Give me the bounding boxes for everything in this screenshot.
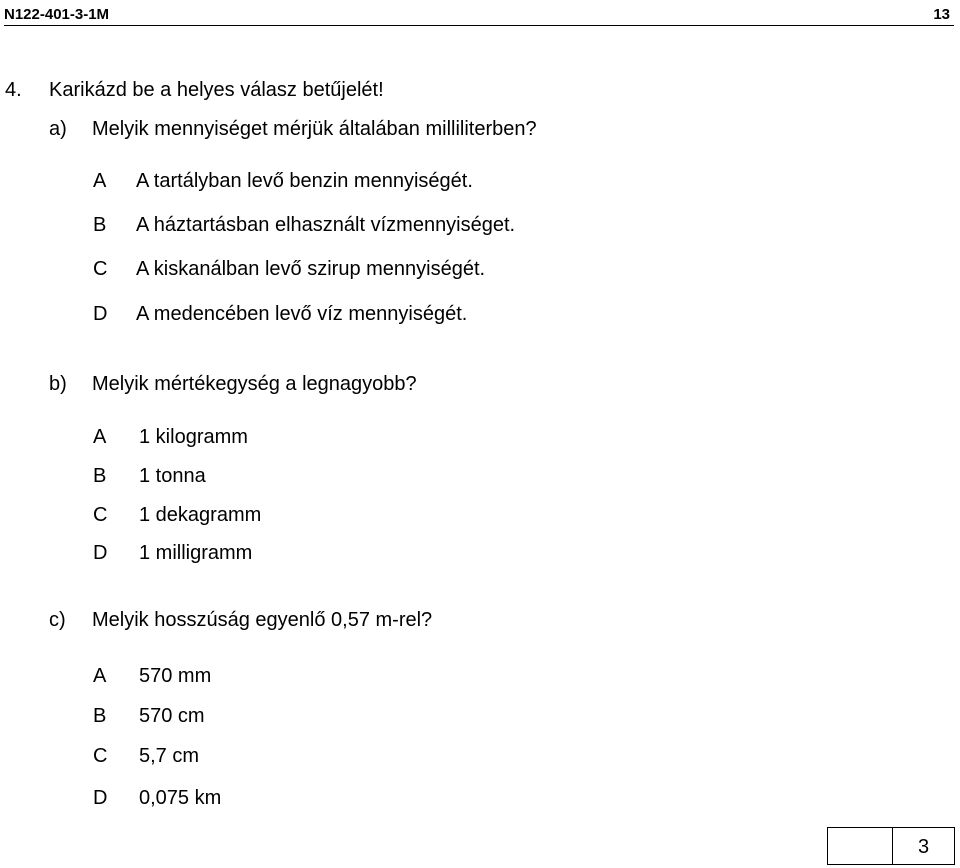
option-letter[interactable]: C [93, 504, 108, 526]
option-letter[interactable]: A [93, 426, 107, 448]
option-letter[interactable]: B [93, 705, 107, 727]
part-a-label: a) [49, 118, 67, 140]
part-b-label: b) [49, 373, 67, 395]
option-letter[interactable]: D [93, 542, 108, 564]
option-text: A háztartásban elhasznált vízmennyiséget. [136, 214, 516, 236]
option-text: 5,7 cm [139, 745, 200, 767]
option-text: 570 cm [139, 705, 205, 727]
option-text: 0,075 km [139, 787, 222, 809]
part-b-prompt: Melyik mértékegység a legnagyobb? [92, 373, 417, 395]
option-text: A tartályban levő benzin mennyiségét. [136, 170, 473, 192]
option-letter[interactable]: A [93, 170, 107, 192]
option-letter[interactable]: D [93, 303, 108, 325]
part-c-label: c) [49, 609, 66, 631]
page-header [4, 2, 954, 26]
option-letter[interactable]: C [93, 258, 108, 280]
option-letter[interactable]: C [93, 745, 108, 767]
part-a-prompt: Melyik mennyiséget mérjük általában milliliterben? [92, 118, 537, 140]
question-number: 4. [5, 79, 22, 101]
option-text: 1 kilogramm [139, 426, 248, 448]
option-text: 1 tonna [139, 465, 206, 487]
option-letter[interactable]: A [93, 665, 107, 687]
page-number: 13 [933, 6, 950, 23]
option-text: A medencében levő víz mennyiségét. [136, 303, 468, 325]
score-earned-field[interactable] [828, 828, 893, 864]
max-points: 3 [917, 836, 930, 858]
option-letter[interactable]: B [93, 214, 107, 236]
exam-code: N122-401-3-1M [4, 6, 110, 23]
option-text: 1 milligramm [139, 542, 253, 564]
option-text: 570 mm [139, 665, 212, 687]
option-letter[interactable]: D [93, 787, 108, 809]
score-box [827, 827, 955, 865]
part-c-prompt: Melyik hosszúság egyenlő 0,57 m-rel? [92, 609, 433, 631]
option-text: A kiskanálban levő szirup mennyiségét. [136, 258, 486, 280]
option-text: 1 dekagramm [139, 504, 262, 526]
option-letter[interactable]: B [93, 465, 107, 487]
question-instruction: Karikázd be a helyes válasz betűjelét! [49, 79, 384, 101]
